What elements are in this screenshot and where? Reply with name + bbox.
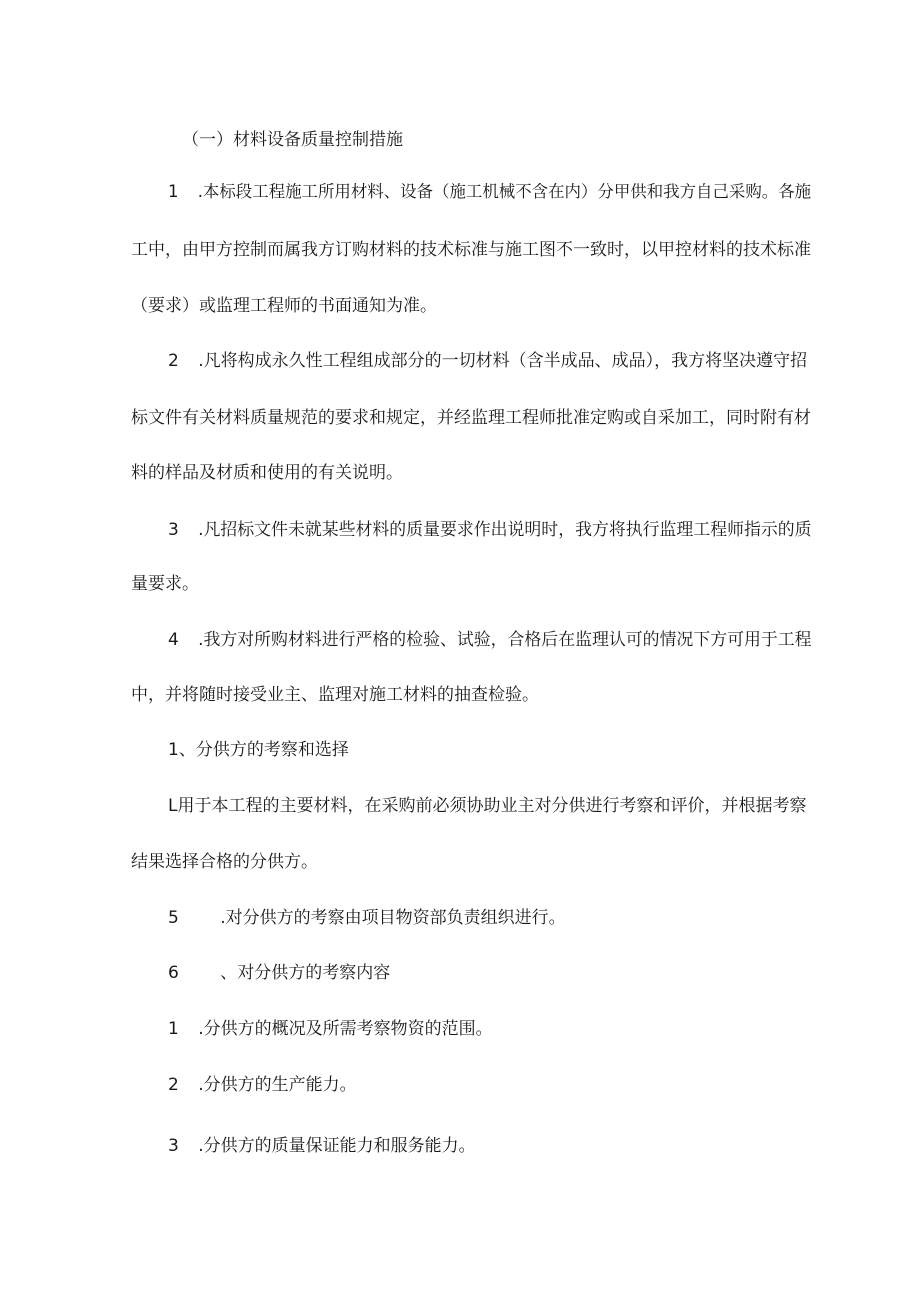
item-text: .分供方的概况及所需考察物资的范围。 bbox=[198, 1019, 493, 1039]
paragraph-3-line-2: 量要求。 bbox=[131, 574, 199, 594]
item-number: 1 bbox=[168, 182, 179, 201]
paragraph-1-line-2: 工中，由甲方控制而属我方订购材料的技术标准与施工图不一致时，以甲控材料的技术标准 bbox=[131, 240, 811, 260]
section-heading: （一）材料设备质量控制措施 bbox=[182, 130, 403, 150]
paragraph-4-line-1 bbox=[168, 629, 812, 649]
item-number: 3 bbox=[168, 519, 179, 539]
item-text: .对分供方的考察由项目物资部负责组织进行。 bbox=[220, 908, 566, 928]
item-number: 2 bbox=[168, 351, 179, 371]
paragraph-5 bbox=[168, 908, 566, 928]
item-number: 3 bbox=[168, 1136, 179, 1156]
paragraph-2-line-1 bbox=[168, 351, 807, 371]
paragraph-L-line-1: L用于本工程的主要材料，在采购前必须协助业主对分供进行考察和评价，并根据考察 bbox=[168, 796, 807, 816]
paragraph-2-line-3: 料的样品及材质和使用的有关说明。 bbox=[131, 463, 403, 483]
paragraph-2-line-2: 标文件有关材料质量规范的要求和规定，并经监理工程师批准定购或自采加工，同时附有材 bbox=[131, 408, 811, 428]
item-text: .分供方的质量保证能力和服务能力。 bbox=[198, 1136, 476, 1156]
sub-item-2 bbox=[168, 1075, 357, 1095]
item-number: 4 bbox=[168, 629, 179, 649]
paragraph-6 bbox=[168, 963, 390, 983]
item-number: 2 bbox=[168, 1075, 179, 1095]
item-text: 、对分供方的考察内容 bbox=[220, 963, 391, 983]
paragraph-1-line-1 bbox=[168, 182, 811, 202]
sub-item-1 bbox=[168, 1019, 493, 1039]
subsection-heading: 1、分供方的考察和选择 bbox=[168, 740, 349, 760]
item-text: .凡将构成永久性工程组成部分的一切材料（含半成品、成品），我方将坚决遵守招 bbox=[198, 351, 808, 371]
item-number: 5 bbox=[168, 908, 179, 928]
item-number: 6 bbox=[168, 963, 179, 983]
sub-item-3 bbox=[168, 1136, 476, 1156]
paragraph-1-line-3: （要求）或监理工程师的书面通知为准。 bbox=[131, 296, 437, 316]
item-text: .分供方的生产能力。 bbox=[198, 1075, 357, 1095]
paragraph-L-line-2: 结果选择合格的分供方。 bbox=[131, 852, 318, 872]
item-text: .我方对所购材料进行严格的检验、试验，合格后在监理认可的情况下方可用于工程 bbox=[198, 629, 812, 649]
item-text: .凡招标文件未就某些材料的质量要求作出说明时，我方将执行监理工程师指示的质 bbox=[198, 519, 812, 539]
item-number: 1 bbox=[168, 1019, 179, 1039]
item-text: .本标段工程施工所用材料、设备（施工机械不含在内）分甲供和我方自己采购。各施 bbox=[197, 182, 812, 201]
paragraph-4-line-2: 中，并将随时接受业主、监理对施工材料的抽查检验。 bbox=[131, 685, 539, 705]
paragraph-3-line-1 bbox=[168, 519, 812, 539]
